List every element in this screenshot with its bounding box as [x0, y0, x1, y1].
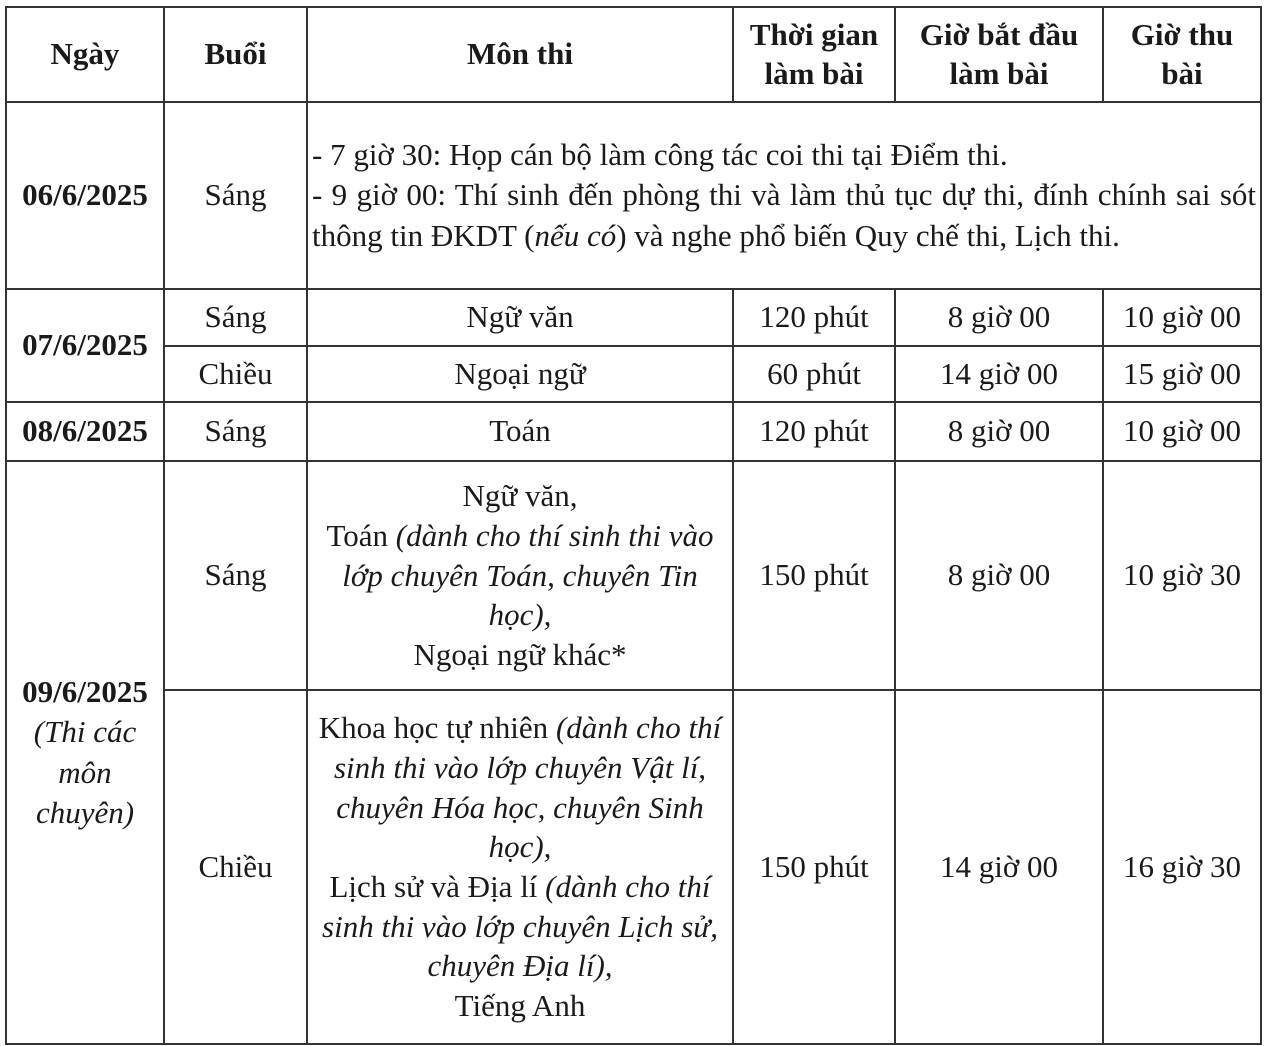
session-cell: Sáng — [164, 102, 307, 289]
session-cell: Sáng — [164, 289, 307, 346]
table-row — [6, 346, 1261, 402]
subject-line: Tiếng Anh — [454, 988, 586, 1024]
end-cell: 10 giờ 00 — [1103, 289, 1261, 346]
subject-line: Lịch sử và Địa lí (dành cho thí sinh thi vào lớp chuyên Lịch sử, chuyên Địa lí), — [322, 869, 718, 984]
header-mon-thi: Môn thi — [307, 7, 733, 102]
date-text: 09/6/2025 — [22, 673, 148, 709]
table-row — [6, 289, 1261, 346]
subject-line: Khoa học tự nhiên (dành cho thí sinh thi vào lớp chuyên Vật lí, chuyên Hóa học, chuyên Sinh học), — [318, 710, 722, 865]
header-thoi-gian: Thời gian làm bài — [733, 7, 895, 102]
header-gio-thu-bai: Giờ thu bài — [1103, 7, 1261, 102]
duration-cell: 150 phút — [733, 690, 895, 1044]
date-cell: 08/6/2025 — [6, 402, 164, 461]
duration-cell: 60 phút — [733, 346, 895, 402]
duration-cell: 120 phút — [733, 402, 895, 461]
notes-cell — [307, 102, 1261, 289]
table-row — [6, 402, 1261, 461]
subject-cell — [307, 461, 733, 690]
session-cell: Sáng — [164, 402, 307, 461]
end-cell: 15 giờ 00 — [1103, 346, 1261, 402]
duration-cell: 150 phút — [733, 461, 895, 690]
exam-schedule-table — [5, 6, 1262, 1045]
start-cell: 14 giờ 00 — [895, 346, 1103, 402]
table-row — [6, 690, 1261, 1044]
header-gio-bat-dau: Giờ bắt đầu làm bài — [895, 7, 1103, 102]
subject-line: Ngữ văn, — [462, 478, 578, 514]
table-row — [6, 461, 1261, 690]
session-cell: Chiều — [164, 690, 307, 1044]
subject-line: Toán (dành cho thí sinh thi vào lớp chuyên Toán, chuyên Tin học), — [326, 517, 714, 633]
subject-cell: Toán — [307, 402, 733, 461]
header-ngay: Ngày — [6, 7, 164, 102]
session-cell: Sáng — [164, 461, 307, 690]
header-row — [6, 7, 1261, 102]
duration-cell: 120 phút — [733, 289, 895, 346]
start-cell: 8 giờ 00 — [895, 289, 1103, 346]
note-line: - 9 giờ 00: Thí sinh đến phòng thi và làm thủ tục dự thi, đính chính sai sót thông tin ĐKDT (nếu có) và nghe phổ biến Quy chế thi, Lịch thi. — [312, 177, 1256, 253]
table-row — [6, 102, 1261, 289]
date-cell: 06/6/2025 — [6, 102, 164, 289]
header-buoi: Buổi — [164, 7, 307, 102]
start-cell: 14 giờ 00 — [895, 690, 1103, 1044]
date-note: (Thi các môn chuyên) — [33, 714, 137, 830]
date-cell — [6, 461, 164, 1044]
end-cell: 10 giờ 30 — [1103, 461, 1261, 690]
note-line: - 7 giờ 30: Họp cán bộ làm công tác coi thi tại Điểm thi. — [312, 137, 1008, 173]
subject-cell: Ngữ văn — [307, 289, 733, 346]
session-cell: Chiều — [164, 346, 307, 402]
start-cell: 8 giờ 00 — [895, 461, 1103, 690]
end-cell: 16 giờ 30 — [1103, 690, 1261, 1044]
date-cell: 07/6/2025 — [6, 289, 164, 402]
subject-line: Ngoại ngữ khác* — [413, 637, 627, 672]
subject-cell — [307, 690, 733, 1044]
end-cell: 10 giờ 00 — [1103, 402, 1261, 461]
start-cell: 8 giờ 00 — [895, 402, 1103, 461]
subject-cell: Ngoại ngữ — [307, 346, 733, 402]
